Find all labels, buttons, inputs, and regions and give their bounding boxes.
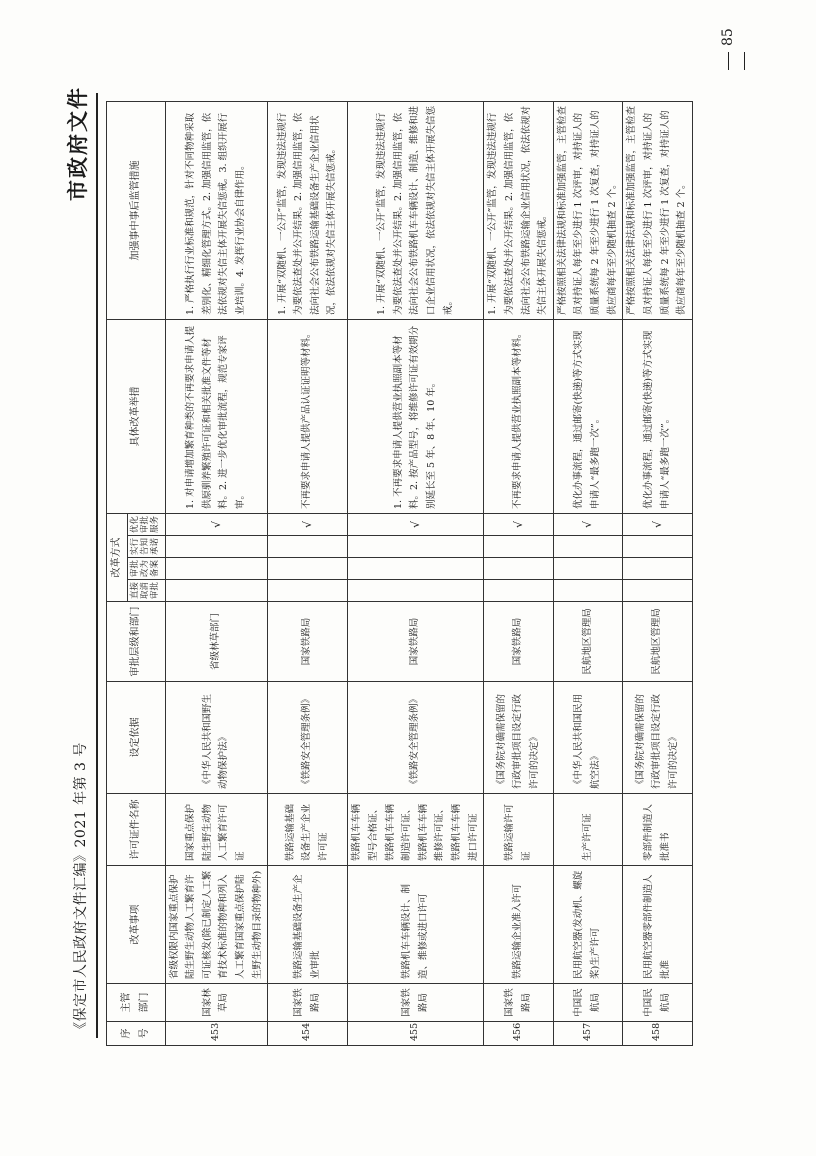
cell-license: 国家重点保护陆生野生动物人工繁育许可证 [165, 794, 268, 866]
header-rule [96, 93, 98, 1038]
cell-supervision: 1. 开展“双随机、一公开”监管，发现违法违规行为要依法查处并公开结果。2. 加强信用监管，依法向社会公布铁路运输企业信用状况，依法依规对失信主体开展失信惩戒。 [484, 102, 554, 320]
cell-seq: 457 [553, 1022, 623, 1046]
cell-item: 省级权限内国家重点保护陆生野生动物人工繁育许可证核发(除已制定人工繁育技术标准的物种和列入人工繁育国家重点保护陆生野生动物目录的物种外) [165, 866, 268, 984]
page-number-dash-right [744, 52, 745, 70]
header-level: 审批层级和部门 [107, 602, 166, 682]
page-number [720, 0, 752, 76]
cell-method-cancel [348, 580, 484, 602]
cell-basis: 《中华人民共和国民用航空法》 [553, 682, 623, 794]
page-number-value: 85 [720, 28, 736, 46]
cell-license: 生产许可证 [553, 794, 623, 866]
cell-item: 民用航空器(发动机、螺旋桨)生产许可 [553, 866, 623, 984]
cell-method-optimize: √ [623, 514, 693, 536]
cell-measures: 优化办事流程，通过邮寄(快递)等方式实现申请人“最多跑一次”。 [553, 320, 623, 514]
header-item: 改革事项 [107, 866, 166, 984]
document-series-title: 《保定市人民政府文件汇编》2021 年第 3 号 [73, 742, 89, 1036]
cell-basis: 《国务院对确需保留的行政审批项目设定行政许可的决定》 [623, 682, 693, 794]
cell-method-filing [553, 558, 623, 580]
header-seq: 序号 [107, 1022, 166, 1046]
cell-supervision: 严格按照相关法律法规和标准加强监管，主管检查员对持证人每年至少进行 1 次评审，对持证人的质量系统每 2 年至少进行 1 次复查，对持证人的供应商每年至少随机抽查 2 个。 [553, 102, 623, 320]
cell-basis: 《中华人民共和国野生动物保护法》 [165, 682, 268, 794]
cell-item: 铁路机车车辆设计、制造、维修或进口许可 [348, 866, 484, 984]
cell-supervision: 1. 开展“双随机、一公开”监管，发现违法违规行为要依法查处并公开结果。2. 加强信用监管，依法向社会公布铁路运输基础设备生产企业信用状况，依法依规对失信主体开展失信惩戒。 [268, 102, 348, 320]
header-basis: 设定依据 [107, 682, 166, 794]
table-row [165, 102, 268, 1046]
cell-method-commitment [348, 536, 484, 558]
section-title: 市政府文件 [65, 86, 90, 201]
reform-table [106, 101, 693, 1046]
cell-item: 铁路运输基础设备生产企业审批 [268, 866, 348, 984]
cell-method-filing [268, 558, 348, 580]
cell-method-commitment [623, 536, 693, 558]
cell-seq: 458 [623, 1022, 693, 1046]
cell-method-optimize: √ [348, 514, 484, 536]
cell-license: 铁路机车车辆型号合格证、铁路机车车辆制造许可证、铁路机车车辆维修许可证、铁路机车车辆进口许可证 [348, 794, 484, 866]
cell-method-commitment [165, 536, 268, 558]
cell-item: 铁路运输企业准入许可 [484, 866, 554, 984]
cell-method-cancel [268, 580, 348, 602]
header-license: 许可证件名称 [107, 794, 166, 866]
header-method-cancel: 直接取消审批 [127, 580, 165, 602]
cell-dept: 国家铁路局 [268, 984, 348, 1022]
cell-measures: 不再要求申请人提供产品认证证明等材料。 [268, 320, 348, 514]
cell-level: 国家铁路局 [484, 602, 554, 682]
cell-method-optimize: √ [165, 514, 268, 536]
cell-method-optimize: √ [268, 514, 348, 536]
cell-method-optimize: √ [553, 514, 623, 536]
table-row [268, 102, 348, 1046]
cell-method-cancel [553, 580, 623, 602]
cell-measures: 1. 对申请增加繁育种类的不再要求申请人提供原驯养繁殖许可证和相关批准文件等材料。2. 进一步优化审批流程，规范专家评审。 [165, 320, 268, 514]
cell-method-filing [623, 558, 693, 580]
cell-method-cancel [484, 580, 554, 602]
cell-method-optimize: √ [484, 514, 554, 536]
cell-dept: 国家铁路局 [484, 984, 554, 1022]
cell-method-cancel [165, 580, 268, 602]
cell-dept: 国家铁路局 [348, 984, 484, 1022]
cell-item: 民用航空器零部件制造人批准 [623, 866, 693, 984]
header-dept: 主管部门 [107, 984, 166, 1022]
cell-supervision: 1. 严格执行行业标准和规范，针对不同物种采取差别化、精细化管理方式。2. 加强信用监管，依法依规对失信主体开展失信惩戒。3. 组织开展行业培训。4. 发挥行业协会自律作用。 [165, 102, 268, 320]
table-row [484, 102, 554, 1046]
cell-measures: 优化办事流程，通过邮寄(快递)等方式实现申请人“最多跑一次”。 [623, 320, 693, 514]
cell-method-filing [165, 558, 268, 580]
cell-license: 零部件制造人批准书 [623, 794, 693, 866]
cell-license: 铁路运输基础设备生产企业许可证 [268, 794, 348, 866]
header-reform-group: 改革方式 [107, 514, 128, 602]
cell-seq: 453 [165, 1022, 268, 1046]
header-supervision: 加强事中事后监管措施 [107, 102, 166, 320]
cell-basis: 《国务院对确需保留的行政审批项目设定行政许可的决定》 [484, 682, 554, 794]
cell-dept: 国家林草局 [165, 984, 268, 1022]
cell-method-cancel [623, 580, 693, 602]
cell-level: 国家铁路局 [348, 602, 484, 682]
cell-method-filing [484, 558, 554, 580]
cell-dept: 中国民航局 [553, 984, 623, 1022]
page-number-dash-left [728, 52, 729, 70]
cell-seq: 456 [484, 1022, 554, 1046]
header-method-optimize: 优化审批服务 [127, 514, 165, 536]
cell-basis: 《铁路安全管理条例》 [348, 682, 484, 794]
cell-measures: 1. 不再要求申请人提供营业执照副本等材料。2. 按产品型号，将维修许可证有效期分别延长至 5 年、8 年、10 年。 [348, 320, 484, 514]
cell-supervision: 1. 开展“双随机、一公开”监管，发现违法违规行为要依法查处并公开结果。2. 加强信用监管，依法向社会公布铁路机车车辆设计、制造、维修和进口企业信用状况，依法依规对失信主体开展失信惩戒。 [348, 102, 484, 320]
table-row [623, 102, 693, 1046]
cell-level: 国家铁路局 [268, 602, 348, 682]
header-method-commitment: 实行告知承诺 [127, 536, 165, 558]
header-measures: 具体改革举措 [107, 320, 166, 514]
cell-basis: 《铁路安全管理条例》 [268, 682, 348, 794]
cell-level: 民航地区管理局 [623, 602, 693, 682]
cell-seq: 454 [268, 1022, 348, 1046]
cell-method-filing [348, 558, 484, 580]
table-row [553, 102, 623, 1046]
cell-license: 铁路运输许可证 [484, 794, 554, 866]
header-method-filing: 审批改为备案 [127, 558, 165, 580]
cell-level: 民航地区管理局 [553, 602, 623, 682]
cell-seq: 455 [348, 1022, 484, 1046]
cell-method-commitment [268, 536, 348, 558]
cell-method-commitment [484, 536, 554, 558]
cell-supervision: 严格按照相关法律法规和标准加强监管，主管检查员对持证人每年至少进行 1 次评审，对持证人的质量系统每 2 年至少进行 1 次复查，对持证人的供应商每年至少随机抽查 2 个。 [623, 102, 693, 320]
cell-level: 省级林草部门 [165, 602, 268, 682]
cell-measures: 不再要求申请人提供营业执照副本等材料。 [484, 320, 554, 514]
cell-method-commitment [553, 536, 623, 558]
table-row [348, 102, 484, 1046]
cell-dept: 中国民航局 [623, 984, 693, 1022]
